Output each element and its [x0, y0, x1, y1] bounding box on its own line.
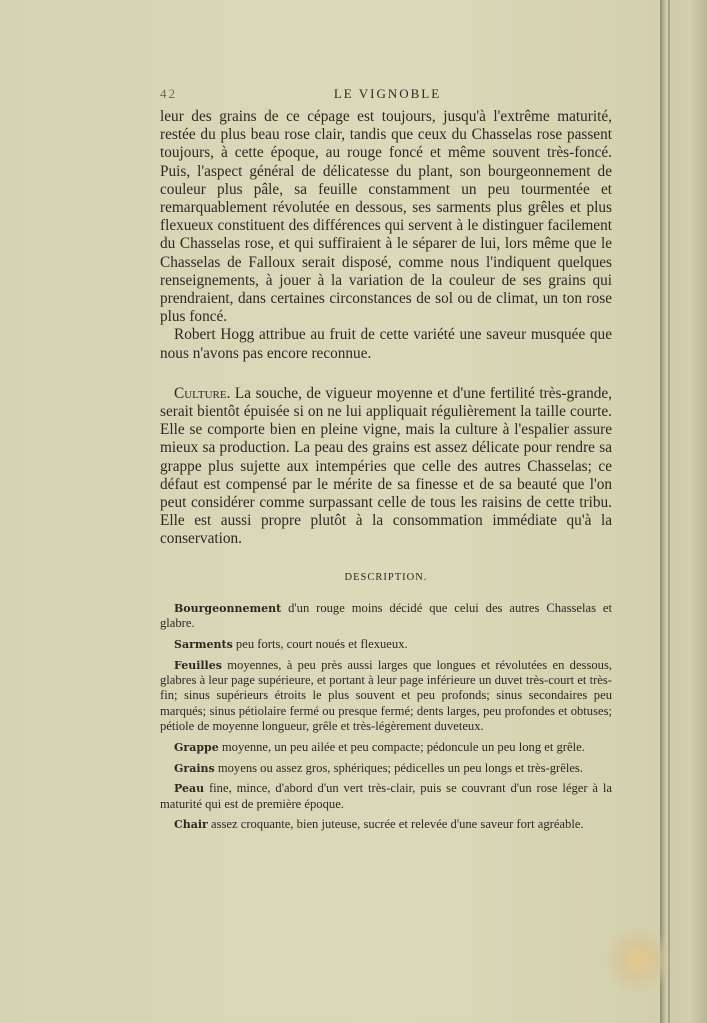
description-term: Peau — [174, 782, 205, 796]
description-term: Grappe — [174, 740, 219, 754]
paragraph-continued: leur des grains de ce cépage est toujours, jusqu'à l'extrême maturité, restée du plus beau rose clair, tandis que ceux du Chasselas rose passent toujours, à cette époque, au rouge foncé et même souvent très-foncé. Puis, l'aspect général de délicatesse du plant, son bourgeonnement de couleur plus pâle, sa feuille constamment un peu tourmentée et remarquablement révolutée en dessous, ses sarments plus grêles et plus flexueux constituent des différences qui servent à le distinguer facilement du Chasselas rose, et qui suffiraient à le séparer de lui, lors même que le Chasselas de Falloux serait disposé, comme nous l'indiquent quelques renseignements, à jouer à la variation de la couleur de ses grains qui prendraient, dans certaines circonstances de sol ou de climat, un ton rose plus foncé. — [160, 108, 612, 326]
description-term: Sarments — [174, 637, 233, 651]
description-item — [160, 658, 612, 734]
culture-label: Culture. — [174, 384, 231, 402]
description-text: peu forts, court noués et flexueux. — [232, 636, 408, 651]
description-text: moyenne, un peu ailée et peu compacte; pédoncule un peu long et grêle. — [218, 739, 585, 754]
description-item — [160, 817, 612, 832]
paragraph-robert-hogg: Robert Hogg attribue au fruit de cette variété une saveur musquée que nous n'avons pas encore reconnue. — [160, 326, 612, 362]
description-heading: DESCRIPTION. — [344, 571, 428, 583]
page-body — [160, 108, 612, 838]
description-item — [160, 781, 612, 812]
description-term: Chair — [174, 818, 208, 832]
description-term: Grains — [174, 761, 215, 775]
description-item — [160, 761, 612, 776]
description-term: Feuilles — [174, 658, 222, 672]
description-text: fine, mince, d'abord d'un vert très-clair, puis se couvrant d'un rose léger à la maturité qui est de première époque. — [160, 781, 612, 811]
page-edge-line — [668, 0, 670, 1023]
page-number: 42 — [160, 86, 177, 101]
library-sticker — [603, 925, 668, 995]
description-item — [160, 637, 612, 652]
description-list — [160, 601, 612, 833]
description-text: moyens ou assez gros, sphériques; pédicelles un peu longs et très-grêles. — [214, 760, 583, 775]
description-text: d'un rouge moins décidé que celui des autres Chasselas et glabre. — [160, 600, 612, 631]
running-title: LE VIGNOBLE — [333, 86, 442, 101]
description-item — [160, 740, 612, 755]
description-item — [160, 601, 612, 632]
description-text: moyennes, à peu près aussi larges que longues et révolutées en dessous, glabres à leur page supérieure, et portant à leur page inférieure un duvet très-court et très-fin; sinus supérieurs étroits le plus souvent et peu profonds; sinus secondaires peu marqués; sinus pétiolaire fermé ou presque fermé; dents larges, peu profondes et obtuses; pétiole de moyenne longueur, grêle et très-légèrement duveteux. — [160, 657, 612, 733]
paragraph-culture — [160, 385, 612, 549]
description-term: Bourgeonnement — [174, 601, 282, 615]
running-header — [160, 86, 615, 104]
culture-text: La souche, de vigueur moyenne et d'une fertilité très-grande, serait bientôt épuisée si on ne lui appliquait régulièrement la taille courte. Elle se comporte bien en pleine vigne, mais la culture à l'espalier assure mieux sa production. La peau des grains est assez délicate pour rendre sa grappe plus sujette aux intempéries que celle des autres Chasselas; ce défaut est compensé par le mérite de sa finesse et de sa beauté que l'on peut considérer comme surpassant celle de tous les raisins de cette tribu. Elle est aussi propre plutôt à la consommation immédiate qu'à la conservation. — [160, 384, 612, 548]
description-text: assez croquante, bien juteuse, sucrée et relevée d'une saveur fort agréable. — [207, 817, 584, 832]
